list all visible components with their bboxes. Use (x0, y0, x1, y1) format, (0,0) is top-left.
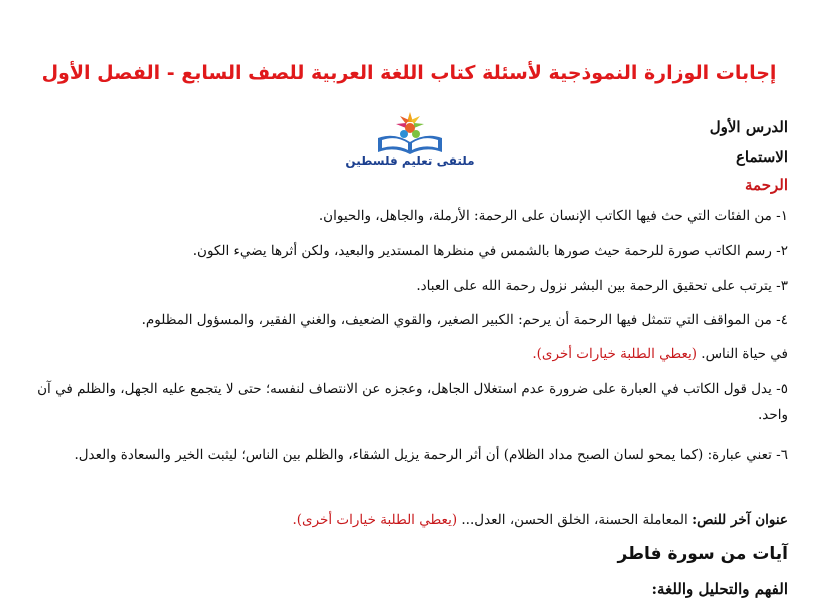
next-section-title: آيات من سورة فاطر (617, 544, 788, 564)
answer-2: ٢- رسم الكاتب صورة للرحمة حيث صورها بالشمس في منظرها المستدير والبعيد، ولكن أثرها يضيء الكون. (192, 243, 788, 259)
open-book-logo-icon (340, 110, 480, 156)
answer-5: ٥- يدل قول الكاتب في العبارة على ضرورة عدم استغلال الجاهل، وعجزه عن الانتصاف لنفسه؛ حتى لا يتجمع عليه الجهل، والظلم في آن واحد. (37, 381, 788, 423)
other-title-text: المعاملة الحسنة، الخلق الحسن، العدل... (461, 512, 688, 528)
other-title-label: عنوان آخر للنص: (692, 512, 788, 528)
next-section-subtitle: الفهم والتحليل واللغة: (651, 580, 788, 598)
topic-heading: الرحمة (744, 176, 788, 194)
lesson-label: الدرس الأول (709, 118, 788, 136)
other-title-note: (يعطي الطلبة خيارات أخرى). (292, 512, 458, 528)
answer-4-continuation (532, 346, 788, 362)
section-heading: الاستماع (735, 148, 788, 166)
site-logo (340, 110, 480, 172)
answer-4-note: (يعطي الطلبة خيارات أخرى). (532, 346, 697, 362)
answer-1: ١- من الفئات التي حث فيها الكاتب الإنسان على الرحمة: الأرملة، والجاهل، والحيوان. (318, 208, 788, 224)
answer-4-cont-text: في حياة الناس. (701, 346, 788, 362)
answer-4: ٤- من المواقف التي تتمثل فيها الرحمة أن يرحم: الكبير الصغير، والقوي الضعيف، والغني الفقير، والمسؤول المظلوم. (141, 312, 788, 328)
other-title-line (292, 512, 788, 528)
page-title: إجابات الوزارة النموذجية لأسئلة كتاب اللغة العربية للصف السابع - الفصل الأول (41, 62, 777, 84)
answer-6: ٦- تعني عبارة: (كما يمحو لسان الصبح مداد الظلام) أن أثر الرحمة يزيل الشقاء، والظلم بين الناس؛ ليثبت الخير والسعادة والعدل. (74, 447, 788, 463)
logo-text: ملتقى تعليم فلسطين (345, 154, 475, 168)
answer-3: ٣- يترتب على تحقيق الرحمة بين البشر نزول رحمة الله على العباد. (416, 278, 788, 294)
